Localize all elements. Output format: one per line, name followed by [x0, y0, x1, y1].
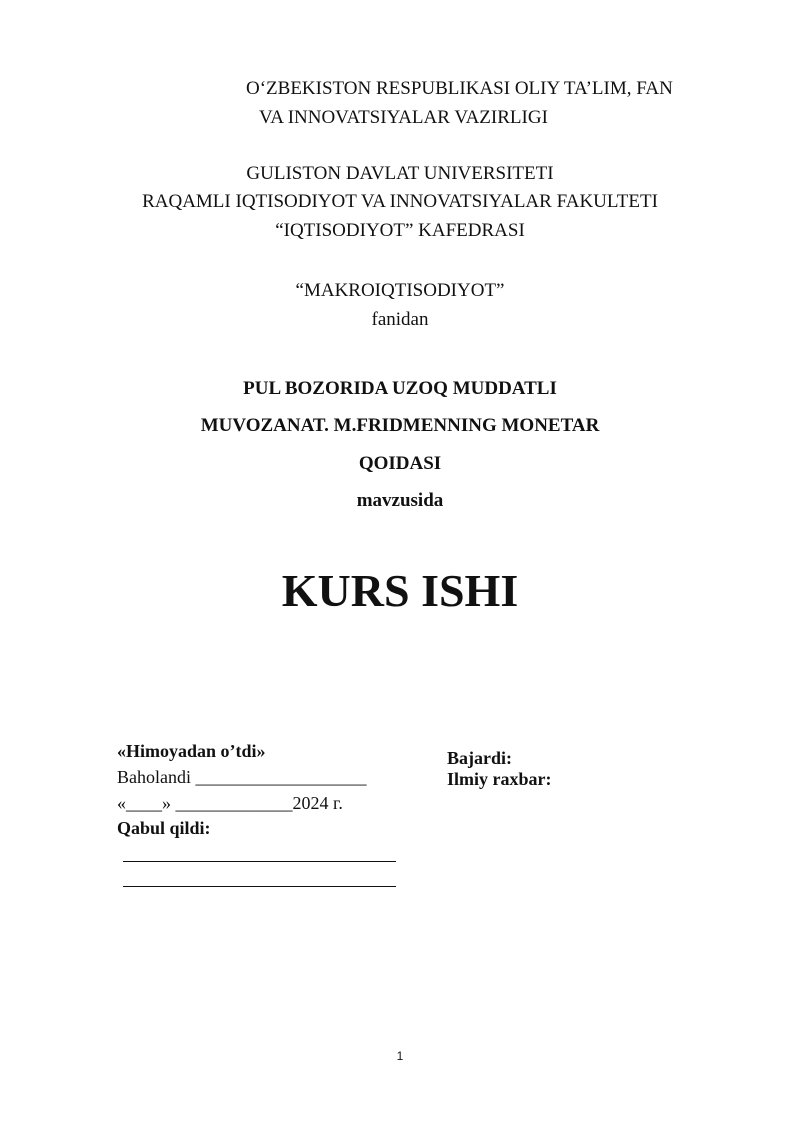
faculty-name: RAQAMLI IQTISODIYOT VA INNOVATSIYALAR FAKULTETI	[142, 191, 658, 212]
ministry-line-2: VA INNOVATSIYALAR VAZIRLIGI	[259, 107, 548, 128]
department-name: “IQTISODIYOT” KAFEDRASI	[275, 220, 525, 241]
signature-line-2	[123, 886, 396, 887]
topic-line-2: MUVOZANAT. M.FRIDMENNING MONETAR	[200, 415, 600, 436]
document-type-title: KURS ISHI	[281, 565, 519, 616]
subject-name: “MAKROIQTISODIYOT”	[295, 280, 505, 301]
date-line: «____» _____________2024 г.	[117, 793, 343, 813]
page-number: 1	[396, 1049, 404, 1063]
supervisor-label: Ilmiy raxbar:	[447, 769, 552, 789]
topic-line-3: QOIDASI	[358, 453, 442, 474]
topic-suffix: mavzusida	[356, 490, 444, 511]
completed-by-label: Bajardi:	[447, 748, 512, 768]
university-name: GULISTON DAVLAT UNIVERSITETI	[246, 163, 554, 184]
subject-suffix: fanidan	[371, 309, 429, 330]
signature-line-1	[123, 861, 396, 862]
ministry-line-1: O‘ZBEKISTON RESPUBLIKASI OLIY TA’LIM, FAN	[246, 78, 673, 99]
topic-line-1: PUL BOZORIDA UZOQ MUDDATLI	[243, 378, 557, 399]
graded-line: Baholandi ___________________	[117, 767, 367, 787]
accepted-label: Qabul qildi:	[117, 818, 211, 838]
defended-label: «Himoyadan o’tdi»	[117, 741, 266, 761]
